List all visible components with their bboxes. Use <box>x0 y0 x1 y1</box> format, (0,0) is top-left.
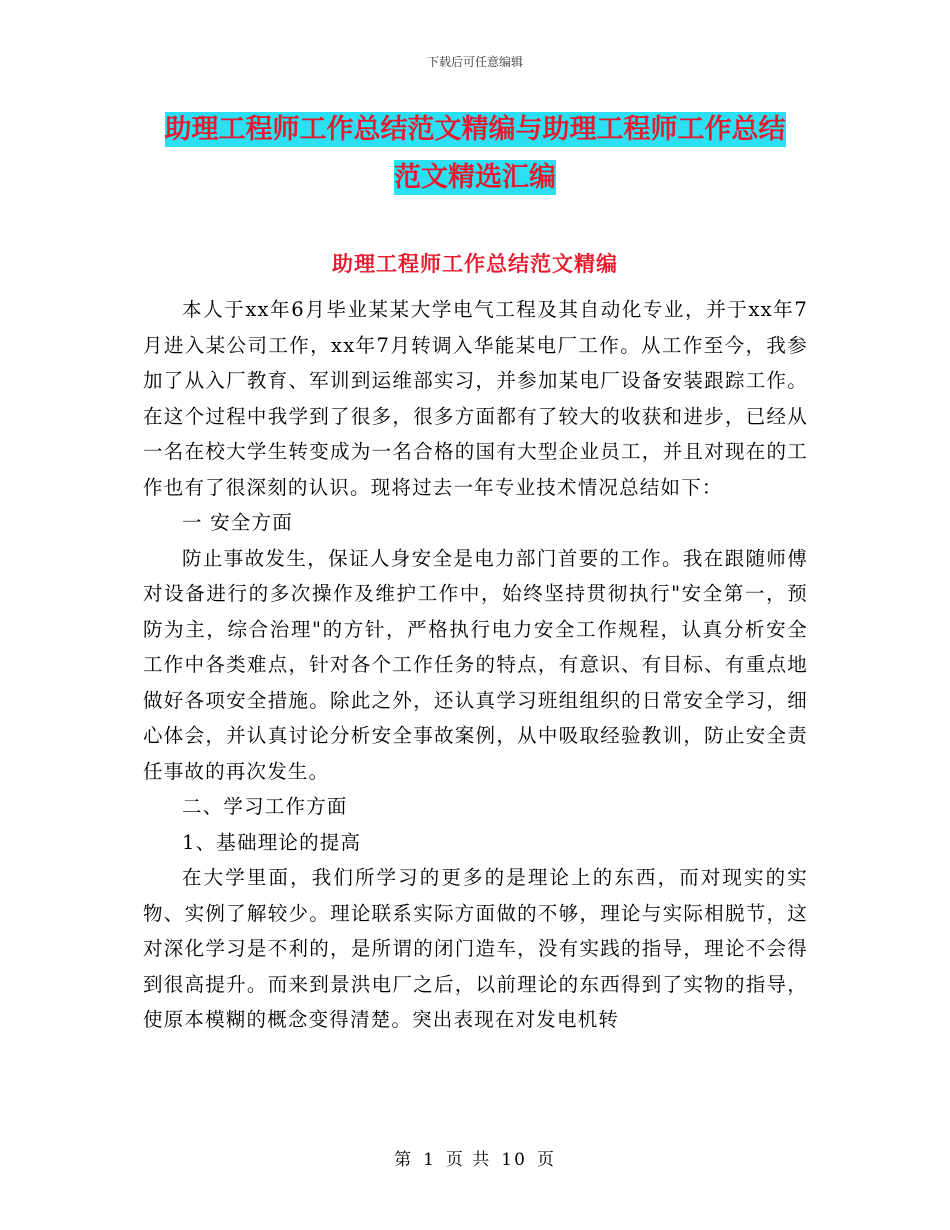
section-title: 助理工程师工作总结范文精编 <box>332 252 618 276</box>
document-title <box>140 106 810 202</box>
page-label-suffix: 页 <box>536 1150 556 1170</box>
heading-study-work: 二、学习工作方面 <box>182 795 348 818</box>
heading-safety: 一 安全方面 <box>182 511 293 534</box>
document-title-line-1: 助理工程师工作总结范文精编与助理工程师工作总结 <box>164 114 786 145</box>
page-header-note: 下载后可任意编辑 <box>426 55 523 69</box>
document-body <box>143 292 808 1038</box>
paragraph-theory: 在大学里面，我们所学习的更多的是理论上的东西，而对现实的实物、实例了解较少。理论联系实际方面做的不够，理论与实际相脱节，这对深化学习是不利的，是所谓的闭门造车，没有实践的指导，理论不会得到很高提升。而来到景洪电厂之后，以前理论的东西得到了实物的指导，使原本模糊的概念变得清楚。突出表现在对发电机转 <box>143 866 808 1031</box>
document-title-line-2: 范文精选汇编 <box>394 162 556 193</box>
paragraph-intro: 本人于xx年6月毕业某某大学电气工程及其自动化专业，并于xx年7月进入某公司工作，xx年7月转调入华能某电厂工作。从工作至今，我参加了从入厂教育、军训到运维部实习，并参加某电厂设备安装跟踪工作。在这个过程中我学到了很多，很多方面都有了较大的收获和进步，已经从一名在校大学生转变成为一名合格的国有大型企业员工，并且对现在的工作也有了很深刻的认识。现将过去一年专业技术情况总结如下： <box>143 298 808 499</box>
page-label-mid: 页 共 <box>445 1150 492 1170</box>
paragraph-safety: 防止事故发生，保证人身安全是电力部门首要的工作。我在跟随师傅对设备进行的多次操作及维护工作中，始终坚持贯彻执行"安全第一，预防为主，综合治理"的方针，严格执行电力安全工作规程，认真分析安全工作中各类难点，针对各个工作任务的特点，有意识、有目标、有重点地做好各项安全措施。除此之外，还认真学习班组组织的日常安全学习，细心体会，并认真讨论分析安全事故案例，从中吸取经验教训，防止安全责任事故的再次发生。 <box>143 546 808 783</box>
page-footer <box>0 1145 950 1170</box>
heading-theory: 1、基础理论的提高 <box>182 830 362 854</box>
page-total: 10 <box>501 1150 527 1170</box>
page-current: 1 <box>423 1150 436 1170</box>
page-label-prefix: 第 <box>394 1150 414 1170</box>
